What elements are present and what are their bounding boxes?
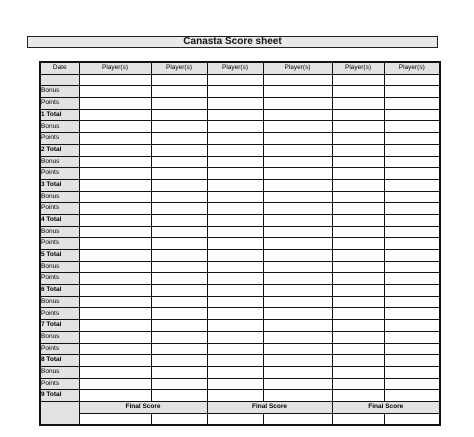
score-cell[interactable]	[151, 156, 207, 168]
score-cell[interactable]	[79, 331, 151, 343]
player-header-1: Player(s)	[79, 62, 151, 74]
round-total-label: 7 Total	[40, 320, 79, 332]
blank-label	[40, 74, 79, 86]
points-row	[40, 98, 440, 110]
score-cell[interactable]	[79, 343, 151, 355]
score-cell[interactable]	[151, 378, 207, 390]
header-row	[40, 62, 440, 74]
round-total-label: 6 Total	[40, 285, 79, 297]
player-header-4: Player(s)	[263, 62, 332, 74]
points-label: Points	[40, 343, 79, 355]
score-cell[interactable]	[384, 331, 440, 343]
final-score-label: Final Score	[79, 401, 207, 413]
score-cell[interactable]	[384, 273, 440, 285]
points-label: Points	[40, 133, 79, 145]
score-cell[interactable]	[151, 98, 207, 110]
player-header-6: Player(s)	[384, 62, 440, 74]
round-total-row	[40, 214, 440, 226]
score-cell[interactable]	[79, 98, 151, 110]
round-total-label: 1 Total	[40, 109, 79, 121]
bonus-label: Bonus	[40, 366, 79, 378]
round-total-label: 5 Total	[40, 250, 79, 262]
score-cell[interactable]	[79, 238, 151, 250]
round-total-label: 4 Total	[40, 214, 79, 226]
points-row	[40, 343, 440, 355]
score-cell[interactable]	[79, 320, 151, 332]
score-cell[interactable]	[151, 86, 207, 98]
score-cell[interactable]	[332, 413, 384, 425]
score-cell[interactable]	[151, 179, 207, 191]
score-cell[interactable]	[79, 109, 151, 121]
date-header: Date	[40, 62, 79, 74]
points-row	[40, 273, 440, 285]
score-cell[interactable]	[263, 133, 332, 145]
score-cell[interactable]	[207, 308, 263, 320]
score-cell[interactable]	[207, 378, 263, 390]
score-cell[interactable]	[263, 203, 332, 215]
score-cell[interactable]	[79, 308, 151, 320]
score-cell[interactable]	[332, 238, 384, 250]
score-cell[interactable]	[151, 366, 207, 378]
points-label: Points	[40, 308, 79, 320]
score-cell[interactable]	[384, 250, 440, 262]
score-cell[interactable]	[263, 74, 332, 86]
score-cell[interactable]	[384, 261, 440, 273]
score-cell[interactable]	[79, 296, 151, 308]
score-rows	[40, 74, 440, 425]
score-cell[interactable]	[151, 109, 207, 121]
score-cell[interactable]	[151, 273, 207, 285]
score-cell[interactable]	[151, 74, 207, 86]
score-cell[interactable]	[384, 191, 440, 203]
score-cell[interactable]	[151, 214, 207, 226]
score-cell[interactable]	[384, 214, 440, 226]
score-cell[interactable]	[384, 109, 440, 121]
score-cell[interactable]	[151, 238, 207, 250]
score-cell[interactable]	[263, 191, 332, 203]
score-cell[interactable]	[207, 74, 263, 86]
score-cell[interactable]	[384, 285, 440, 297]
score-cell[interactable]	[263, 413, 332, 425]
score-cell[interactable]	[207, 273, 263, 285]
bonus-label: Bonus	[40, 331, 79, 343]
score-cell[interactable]	[151, 390, 207, 402]
score-cell[interactable]	[332, 390, 384, 402]
score-cell[interactable]	[151, 355, 207, 367]
points-label: Points	[40, 168, 79, 180]
score-cell[interactable]	[332, 74, 384, 86]
round-total-row	[40, 179, 440, 191]
score-cell[interactable]	[263, 156, 332, 168]
score-cell[interactable]	[332, 343, 384, 355]
score-cell[interactable]	[384, 121, 440, 133]
final-score-label: Final Score	[207, 401, 332, 413]
points-row	[40, 378, 440, 390]
score-cell[interactable]	[332, 191, 384, 203]
score-cell[interactable]	[79, 378, 151, 390]
score-cell[interactable]	[384, 74, 440, 86]
score-cell[interactable]	[151, 144, 207, 156]
score-cell[interactable]	[384, 156, 440, 168]
score-cell[interactable]	[151, 343, 207, 355]
score-cell[interactable]	[332, 203, 384, 215]
score-cell[interactable]	[207, 285, 263, 297]
score-cell[interactable]	[151, 308, 207, 320]
final-score-entry-row	[40, 413, 440, 425]
score-cell[interactable]	[263, 331, 332, 343]
final-score-label-cell	[40, 401, 79, 425]
score-cell[interactable]	[384, 366, 440, 378]
score-cell[interactable]	[263, 366, 332, 378]
score-cell[interactable]	[79, 144, 151, 156]
points-label: Points	[40, 378, 79, 390]
round-total-label: 9 Total	[40, 390, 79, 402]
score-cell[interactable]	[151, 191, 207, 203]
score-cell[interactable]	[332, 366, 384, 378]
score-cell[interactable]	[384, 98, 440, 110]
score-cell[interactable]	[79, 273, 151, 285]
score-cell[interactable]	[332, 250, 384, 262]
score-cell[interactable]	[79, 203, 151, 215]
score-cell[interactable]	[384, 133, 440, 145]
score-cell[interactable]	[207, 343, 263, 355]
score-cell[interactable]	[207, 144, 263, 156]
points-label: Points	[40, 238, 79, 250]
bonus-row	[40, 86, 440, 98]
score-cell[interactable]	[207, 226, 263, 238]
score-cell[interactable]	[207, 191, 263, 203]
score-cell[interactable]	[384, 308, 440, 320]
score-cell[interactable]	[332, 378, 384, 390]
score-cell[interactable]	[207, 214, 263, 226]
score-cell[interactable]	[151, 168, 207, 180]
score-cell[interactable]	[207, 320, 263, 332]
score-cell[interactable]	[263, 144, 332, 156]
score-cell[interactable]	[384, 296, 440, 308]
score-cell[interactable]	[151, 121, 207, 133]
score-cell[interactable]	[79, 133, 151, 145]
score-cell[interactable]	[207, 109, 263, 121]
score-cell[interactable]	[207, 238, 263, 250]
score-cell[interactable]	[263, 250, 332, 262]
score-cell[interactable]	[332, 86, 384, 98]
score-cell[interactable]	[151, 133, 207, 145]
score-cell[interactable]	[79, 250, 151, 262]
score-cell[interactable]	[207, 203, 263, 215]
score-cell[interactable]	[151, 331, 207, 343]
score-cell[interactable]	[332, 133, 384, 145]
score-cell[interactable]	[79, 226, 151, 238]
score-cell[interactable]	[332, 109, 384, 121]
score-cell[interactable]	[332, 296, 384, 308]
score-cell[interactable]	[332, 156, 384, 168]
score-cell[interactable]	[207, 390, 263, 402]
score-cell[interactable]	[332, 214, 384, 226]
score-cell[interactable]	[207, 296, 263, 308]
score-cell[interactable]	[263, 226, 332, 238]
round-total-row	[40, 144, 440, 156]
round-total-row	[40, 355, 440, 367]
bonus-label: Bonus	[40, 261, 79, 273]
score-table	[39, 61, 441, 426]
points-row	[40, 238, 440, 250]
score-cell[interactable]	[79, 390, 151, 402]
bonus-label: Bonus	[40, 296, 79, 308]
score-cell[interactable]	[207, 121, 263, 133]
score-cell[interactable]	[263, 98, 332, 110]
score-cell[interactable]	[263, 261, 332, 273]
score-cell[interactable]	[263, 320, 332, 332]
score-cell[interactable]	[79, 121, 151, 133]
score-cell[interactable]	[384, 413, 440, 425]
score-cell[interactable]	[263, 179, 332, 191]
score-cell[interactable]	[151, 226, 207, 238]
score-cell[interactable]	[332, 331, 384, 343]
score-cell[interactable]	[332, 320, 384, 332]
score-cell[interactable]	[384, 86, 440, 98]
score-cell[interactable]	[151, 250, 207, 262]
bonus-label: Bonus	[40, 86, 79, 98]
score-cell[interactable]	[151, 296, 207, 308]
score-cell[interactable]	[384, 144, 440, 156]
score-cell[interactable]	[79, 156, 151, 168]
points-row	[40, 308, 440, 320]
bonus-label: Bonus	[40, 121, 79, 133]
blank-row	[40, 74, 440, 86]
score-cell[interactable]	[79, 261, 151, 273]
score-cell[interactable]	[207, 413, 263, 425]
score-cell[interactable]	[151, 320, 207, 332]
points-label: Points	[40, 203, 79, 215]
score-cell[interactable]	[207, 86, 263, 98]
score-cell[interactable]	[79, 179, 151, 191]
player-header-5: Player(s)	[332, 62, 384, 74]
score-cell[interactable]	[263, 86, 332, 98]
round-total-row	[40, 285, 440, 297]
score-cell[interactable]	[263, 308, 332, 320]
round-total-row	[40, 390, 440, 402]
score-cell[interactable]	[79, 86, 151, 98]
score-cell[interactable]	[384, 168, 440, 180]
points-label: Points	[40, 98, 79, 110]
points-row	[40, 133, 440, 145]
score-cell[interactable]	[207, 179, 263, 191]
score-cell[interactable]	[332, 179, 384, 191]
score-cell[interactable]	[384, 343, 440, 355]
bonus-label: Bonus	[40, 191, 79, 203]
score-cell[interactable]	[332, 144, 384, 156]
score-cell[interactable]	[332, 98, 384, 110]
title-bar	[27, 36, 438, 48]
score-cell[interactable]	[263, 109, 332, 121]
score-cell[interactable]	[384, 203, 440, 215]
points-row	[40, 203, 440, 215]
score-cell[interactable]	[79, 413, 151, 425]
score-cell[interactable]	[384, 378, 440, 390]
score-cell[interactable]	[332, 285, 384, 297]
score-sheet	[39, 61, 439, 411]
score-cell[interactable]	[79, 168, 151, 180]
bonus-row	[40, 226, 440, 238]
round-total-row	[40, 109, 440, 121]
score-cell[interactable]	[263, 296, 332, 308]
score-cell[interactable]	[79, 366, 151, 378]
score-cell[interactable]	[151, 203, 207, 215]
score-cell[interactable]	[384, 390, 440, 402]
score-cell[interactable]	[332, 168, 384, 180]
score-cell[interactable]	[207, 168, 263, 180]
score-cell[interactable]	[332, 355, 384, 367]
score-cell[interactable]	[263, 285, 332, 297]
score-cell[interactable]	[384, 355, 440, 367]
bonus-row	[40, 296, 440, 308]
player-header-2: Player(s)	[151, 62, 207, 74]
sheet-title: Canasta Score sheet	[183, 36, 282, 47]
score-cell[interactable]	[263, 121, 332, 133]
player-header-3: Player(s)	[207, 62, 263, 74]
round-total-label: 8 Total	[40, 355, 79, 367]
final-score-row	[40, 401, 440, 413]
score-cell[interactable]	[151, 285, 207, 297]
score-cell[interactable]	[332, 261, 384, 273]
score-cell[interactable]	[332, 226, 384, 238]
round-total-row	[40, 250, 440, 262]
points-label: Points	[40, 273, 79, 285]
score-cell[interactable]	[207, 98, 263, 110]
points-row	[40, 168, 440, 180]
score-cell[interactable]	[263, 273, 332, 285]
score-cell[interactable]	[151, 261, 207, 273]
score-cell[interactable]	[263, 378, 332, 390]
bonus-row	[40, 121, 440, 133]
score-cell[interactable]	[263, 390, 332, 402]
score-cell[interactable]	[332, 308, 384, 320]
score-cell[interactable]	[207, 366, 263, 378]
score-cell[interactable]	[79, 214, 151, 226]
score-cell[interactable]	[79, 355, 151, 367]
score-cell[interactable]	[263, 214, 332, 226]
score-cell[interactable]	[332, 273, 384, 285]
score-cell[interactable]	[384, 238, 440, 250]
score-cell[interactable]	[207, 355, 263, 367]
bonus-row	[40, 261, 440, 273]
score-cell[interactable]	[263, 238, 332, 250]
score-cell[interactable]	[332, 121, 384, 133]
score-cell[interactable]	[384, 320, 440, 332]
score-cell[interactable]	[207, 331, 263, 343]
bonus-row	[40, 331, 440, 343]
score-cell[interactable]	[263, 355, 332, 367]
score-cell[interactable]	[263, 343, 332, 355]
bonus-row	[40, 156, 440, 168]
score-cell[interactable]	[79, 191, 151, 203]
round-total-row	[40, 320, 440, 332]
score-cell[interactable]	[79, 285, 151, 297]
bonus-row	[40, 366, 440, 378]
score-cell[interactable]	[207, 261, 263, 273]
bonus-label: Bonus	[40, 156, 79, 168]
score-cell[interactable]	[384, 179, 440, 191]
score-cell[interactable]	[207, 133, 263, 145]
round-total-label: 3 Total	[40, 179, 79, 191]
bonus-label: Bonus	[40, 226, 79, 238]
score-cell[interactable]	[207, 250, 263, 262]
score-cell[interactable]	[79, 74, 151, 86]
score-cell[interactable]	[151, 413, 207, 425]
final-score-label: Final Score	[332, 401, 440, 413]
round-total-label: 2 Total	[40, 144, 79, 156]
score-cell[interactable]	[207, 156, 263, 168]
score-cell[interactable]	[384, 226, 440, 238]
score-cell[interactable]	[263, 168, 332, 180]
bonus-row	[40, 191, 440, 203]
